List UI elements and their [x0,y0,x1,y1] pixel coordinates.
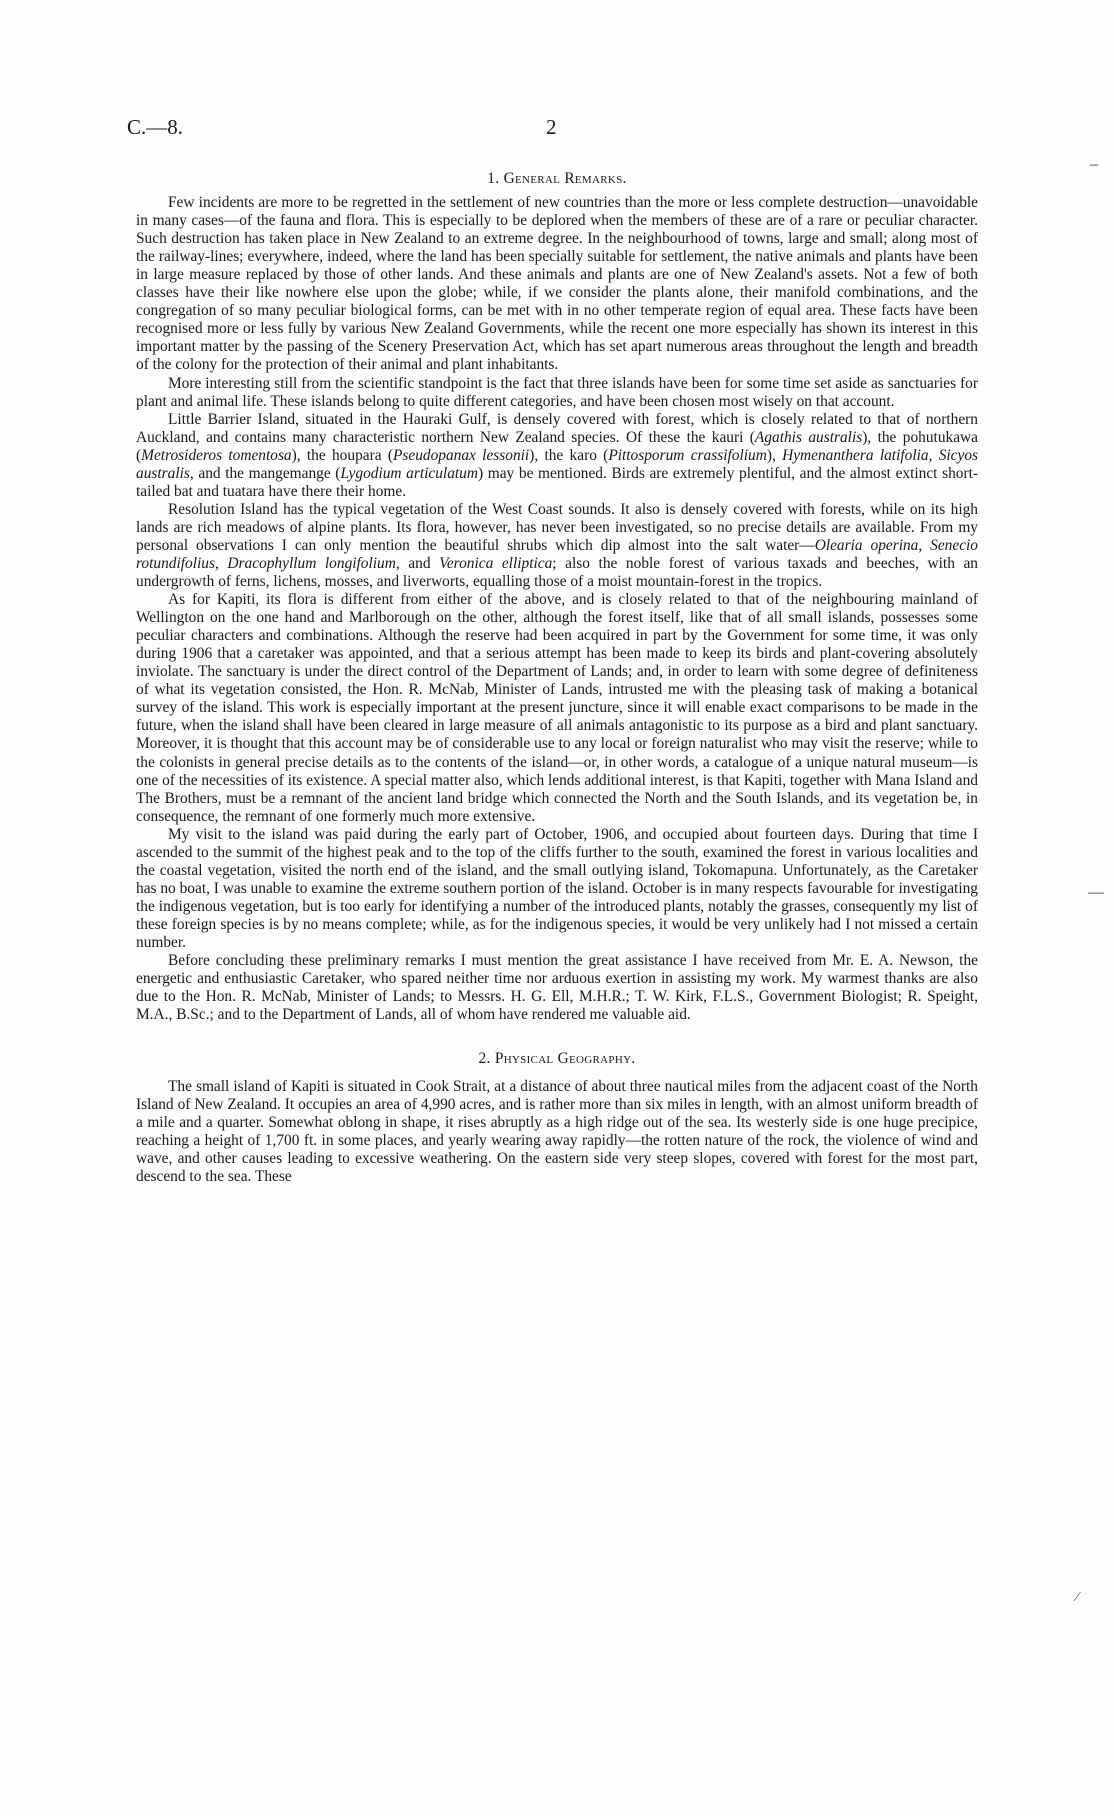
italic-text-run: Agathis australis [754,428,863,446]
paragraph [136,1078,978,1186]
text-run: Little Barrier Island, situated in the Hauraki Gulf, is densely covered with forest, which is closely related to that of northern Auckland, and contains many characteristic northern New Zealand species. Of these the kauri ( [136,410,978,446]
section-general-remarks [136,194,978,1024]
section-heading-general-remarks [136,170,978,188]
text-run: ) may be mentioned. Birds are extremely plentiful, and the almost extinct short-tailed bat and tuatara have there their home. [136,464,978,500]
margin-tick-mark: — [1088,884,1104,901]
margin-tick-mark: ⁄ [1076,1590,1079,1605]
italic-text-run: Hymenanthera latifolia, Sicyos australis, [136,446,979,482]
italic-text-run: Pseudopanax lessonii [392,446,530,464]
italic-text-run: Olearia operina, Senecio rotundifolius, Dracophyllum longifolium, [136,536,978,572]
text-run: Before concluding these preliminary remarks I must mention the great assistance I have received from Mr. E. A. Newson, the energetic and enthusiastic Caretaker, who spared neither time nor arduous exertion in assisting my work. My warmest thanks are also due to the Hon. R. McNab, Minister of Lands; to Messrs. H. G. Ell, M.H.R.; T. W. Kirk, F.L.S., Government Biologist; R. Speight, M.A., B.Sc.; and to the Department of Lands, all of whom have rendered me valuable aid. [136,952,978,1024]
paragraph [136,411,978,501]
paragraph [136,375,978,411]
text-run: ), the karo ( [529,446,609,464]
paragraph [136,952,978,1024]
section-number: 2. [478,1050,491,1068]
text-run: More interesting still from the scientific standpoint is the fact that three islands have been for some time set aside as sanctuaries for plant and animal life. These islands belong to quite different categories, and have been chosen most wisely on that account. [136,374,978,410]
text-run: ), the houpara ( [291,446,393,464]
italic-text-run: Lygodium articulatum [340,464,478,482]
text-run: Few incidents are more to be regretted in the settlement of new countries than the more or less complete destruction—unavoidable in many cases—of the fauna and flora. This is especially to be deplored when the members of these are of a rare or peculiar character. Such destruction has taken place in New Zealand to an extreme degree. In the neighbourhood of towns, large and small; along most of the railway-lines; everywhere, indeed, where the land has been specially suitable for settlement, the native animals and plants have been in large measure replaced by those of other lands. And these animals and plants are one of New Zealand's assets. Not a few of both classes have their like nowhere else upon the globe; while, if we consider the plants alone, their manifold combinations, and the congregation of so many peculiar biological forms, can be met with in no other temperate region of equal area. These facts have been recognised more or less fully by various New Zealand Governments, while the recent one more especially has shown its interest in this important matter by the passing of the Scenery Preservation Act, which has set apart numerous areas throughout the length and breadth of the colony for the protection of their animal and plant inhabitants. [136,194,978,374]
section-heading-physical-geography [136,1050,978,1068]
section-number: 1. [487,170,500,187]
margin-tick-mark: – [1090,156,1098,173]
page-number: 2 [546,115,557,139]
text-run: ), the pohutukawa ( [136,428,978,464]
paragraph [136,501,978,591]
text-run: As for Kapiti, its flora is different from either of the above, and is closely related to that of the neighbouring mainland of Wellington on the one hand and Marlborough on the other, although the forest itself, like that of all small islands, possesses some peculiar characters and combinations. Although the reserve had been acquired in part by the Government for some time, it was only during 1906 that a caretaker was appointed, and that a serious attempt has been made to keep its birds and plant-covering absolutely inviolate. The sanctuary is under the direct control of the Department of Lands; and, in order to learn with some degree of definiteness of what its vegetation consisted, the Hon. R. McNab, Minister of Lands, intrusted me with the pleasing task of making a botanical survey of the island. This work is especially important at the present juncture, since it will enable exact comparisons to be made in the future, when the island shall have been cleared in large measure of all animals antagonistic to its purpose as a bird and plant sanctuary. Moreover, it is thought that this account may be of considerable use to any local or foreign naturalist who may visit the reserve; while to the colonists in general precise details as to the contents of the island—or, in other words, a catalogue of a unique natural museum—is one of the necessities of its existence. A special matter also, which lends additional interest, is that Kapiti, together with Mana Island and The Brothers, must be a remnant of the ancient land bridge which connected the North and the South Islands, and its vegetation be, in consequence, the remnant of one formerly much more extensive. [136,591,978,825]
text-run: and [399,554,440,572]
text-run: The small island of Kapiti is situated in Cook Strait, at a distance of about three nautical miles from the adjacent coast of the North Island of New Zealand. It occupies an area of 4,990 acres, and is rather more than six miles in length, with an almost uniform breadth of a mile and a quarter. Somewhat oblong in shape, it rises abruptly as a high ridge out of the sea. Its westerly side is one huge precipice, reaching a height of 1,700 ft. in some places, and yearly wearing away rapidly—the rotten nature of the rock, the violence of wind and wave, and other causes leading to excessive weathering. On the eastern side very steep slopes, covered with forest for the most part, descend to the sea. These [136,1078,978,1186]
italic-text-run: Pittosporum crassifolium [608,446,767,464]
section-title: General Remarks. [503,170,627,187]
text-run: My visit to the island was paid during the early part of October, 1906, and occupied about fourteen days. During that time I ascended to the summit of the highest peak and to the top of the cliffs further to the south, examined the forest in various localities and the coastal vegetation, visited the north end of the island, and the small outlying island, Tokomapuna. Unfortunately, as the Caretaker has no boat, I was unable to examine the extreme southern portion of the island. October is in many respects favourable for investigating the indigenous vegetation, but is too early for identifying a number of the introduced plants, notably the grasses, consequently my list of these foreign species is by no means complete; while, as for the indigenous species, it would be very unlikely had I not missed a certain number. [136,825,978,951]
paragraph [136,194,978,374]
document-body [136,170,978,1187]
text-run: ), [766,446,783,464]
text-run: Resolution Island has the typical vegetation of the West Coast sounds. It also is densely covered with forests, while on its high lands are rich meadows of alpine plants. Its flora, however, has never been investigated, so no precise details are available. From my personal observations I can only mention the beautiful shrubs which dip almost into the salt water— [136,500,978,554]
section-title: Physical Geography. [494,1050,636,1068]
text-run: and the mangemange ( [193,464,341,482]
italic-text-run: Metrosideros tomentosa [141,446,292,464]
paragraph [136,826,978,952]
section-physical-geography [136,1078,978,1186]
page-reference: C.—8. [127,115,184,139]
paragraph [136,591,978,826]
italic-text-run: Veronica elliptica [439,554,553,572]
text-run: ; also the noble forest of various taxads and beeches, with an undergrowth of ferns, lichens, mosses, and liverworts, equalling those of a moist mountain-forest in the tropics. [136,554,978,591]
